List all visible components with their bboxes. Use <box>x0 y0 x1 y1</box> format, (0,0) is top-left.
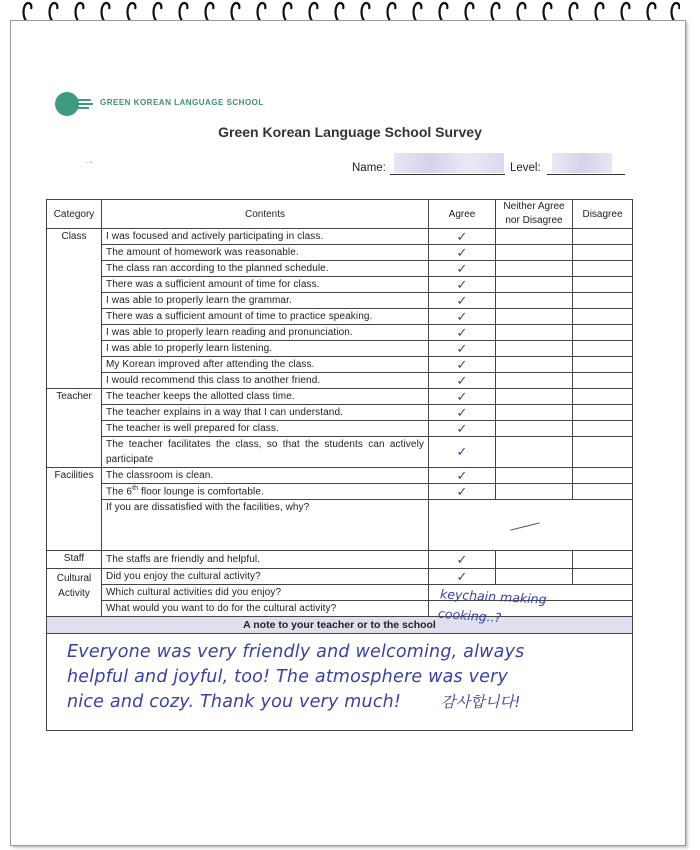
row-text: I was able to properly learn reading and pronunciation. <box>102 325 429 341</box>
disagree-checkbox[interactable] <box>573 341 633 357</box>
row-text: Did you enjoy the cultural activity? <box>102 569 429 585</box>
neither-checkbox[interactable] <box>496 389 573 405</box>
neither-checkbox[interactable] <box>496 437 573 468</box>
header-disagree: Disagree <box>573 200 633 229</box>
disagree-checkbox[interactable] <box>573 437 633 468</box>
table-header-row <box>47 200 633 229</box>
disagree-checkbox[interactable] <box>573 468 633 484</box>
row-text: I was focused and actively participating in class. <box>102 229 429 245</box>
disagree-checkbox[interactable] <box>573 229 633 245</box>
disagree-checkbox[interactable] <box>573 261 633 277</box>
row-text: I was able to properly learn listening. <box>102 341 429 357</box>
table-row <box>47 437 633 468</box>
wanted-activity-answer: cooking..? <box>437 605 502 626</box>
survey-table <box>46 199 633 731</box>
neither-checkbox[interactable] <box>496 341 573 357</box>
note-line-3 <box>67 690 612 715</box>
school-logo-icon <box>55 91 95 117</box>
name-label: Name: <box>352 162 386 174</box>
name-redacted <box>394 153 504 173</box>
agree-checkbox[interactable]: ✓ <box>429 437 496 468</box>
agree-checkbox[interactable]: ✓ <box>429 373 496 389</box>
agree-checkbox[interactable]: ✓ <box>429 468 496 484</box>
row-text: Which cultural activities did you enjoy? <box>102 585 429 601</box>
disagree-checkbox[interactable] <box>573 309 633 325</box>
note-korean: 감사합니다! <box>440 693 521 711</box>
neither-checkbox[interactable] <box>496 261 573 277</box>
table-row <box>47 229 633 245</box>
category-cultural: Cultural Activity <box>47 569 102 617</box>
neither-checkbox[interactable] <box>496 357 573 373</box>
agree-checkbox[interactable]: ✓ <box>429 277 496 293</box>
row-text: The staffs are friendly and helpful. <box>102 551 429 569</box>
note-header-row <box>47 617 633 634</box>
table-row <box>47 405 633 421</box>
neither-checkbox[interactable] <box>496 373 573 389</box>
row-text: I was able to properly learn the grammar. <box>102 293 429 309</box>
agree-checkbox[interactable]: ✓ <box>429 293 496 309</box>
table-row <box>47 500 633 551</box>
neither-checkbox[interactable] <box>496 405 573 421</box>
table-row <box>47 373 633 389</box>
table-row <box>47 468 633 484</box>
table-row <box>47 325 633 341</box>
table-row <box>47 421 633 437</box>
row-text: The classroom is clean. <box>102 468 429 484</box>
table-row <box>47 309 633 325</box>
header-agree: Agree <box>429 200 496 229</box>
neither-checkbox[interactable] <box>496 484 573 500</box>
table-row <box>47 293 633 309</box>
table-row <box>47 245 633 261</box>
agree-checkbox[interactable]: ✓ <box>429 551 496 569</box>
category-staff: Staff <box>47 551 102 569</box>
row-text: The amount of homework was reasonable. <box>102 245 429 261</box>
disagree-checkbox[interactable] <box>573 293 633 309</box>
smudge: ·~ <box>86 158 94 167</box>
row-text: The class ran according to the planned schedule. <box>102 261 429 277</box>
neither-checkbox[interactable] <box>496 245 573 261</box>
agree-checkbox[interactable]: ✓ <box>429 245 496 261</box>
agree-checkbox[interactable]: ✓ <box>429 421 496 437</box>
table-row <box>47 277 633 293</box>
table-row <box>47 357 633 373</box>
category-facilities: Facilities <box>47 468 102 551</box>
agree-checkbox[interactable]: ✓ <box>429 389 496 405</box>
agree-checkbox[interactable]: ✓ <box>429 569 496 585</box>
agree-checkbox[interactable]: ✓ <box>429 325 496 341</box>
school-name: GREEN KOREAN LANGUAGE SCHOOL <box>100 98 264 107</box>
table-row <box>47 261 633 277</box>
row-text: The teacher explains in a way that I can understand. <box>102 405 429 421</box>
header-neither: Neither Agree nor Disagree <box>496 200 573 229</box>
disagree-checkbox[interactable] <box>573 484 633 500</box>
disagree-checkbox[interactable] <box>573 421 633 437</box>
agree-checkbox[interactable]: ✓ <box>429 261 496 277</box>
row-text: The teacher facilitates the class, so that the students can actively participate <box>102 437 429 468</box>
disagree-checkbox[interactable] <box>573 405 633 421</box>
row-text: I would recommend this class to another friend. <box>102 373 429 389</box>
page-title: Green Korean Language School Survey <box>218 124 482 140</box>
agree-checkbox[interactable]: ✓ <box>429 229 496 245</box>
disagree-checkbox[interactable] <box>573 245 633 261</box>
note-line-2: helpful and joyful, too! The atmosphere was very <box>67 667 509 687</box>
neither-checkbox[interactable] <box>496 569 573 585</box>
level-redacted <box>552 153 612 173</box>
neither-checkbox[interactable] <box>496 277 573 293</box>
agree-checkbox[interactable]: ✓ <box>429 405 496 421</box>
disagree-checkbox[interactable] <box>573 373 633 389</box>
disagree-checkbox[interactable] <box>573 325 633 341</box>
row-text: The teacher is well prepared for class. <box>102 421 429 437</box>
table-row <box>47 551 633 569</box>
note-heading: A note to your teacher or to the school <box>47 617 633 634</box>
disagree-checkbox[interactable] <box>573 569 633 585</box>
level-field[interactable] <box>547 174 625 175</box>
agree-checkbox[interactable]: ✓ <box>429 341 496 357</box>
note-field[interactable] <box>47 634 633 731</box>
row-text: There was a sufficient amount of time for class. <box>102 277 429 293</box>
table-row <box>47 484 633 500</box>
enjoyed-activity-answer: keychain making <box>439 586 547 607</box>
note-row <box>47 634 633 731</box>
note-line-1: Everyone was very friendly and welcoming, always <box>67 642 525 662</box>
neither-checkbox[interactable] <box>496 309 573 325</box>
agree-checkbox[interactable]: ✓ <box>429 357 496 373</box>
neither-checkbox[interactable] <box>496 421 573 437</box>
disagree-checkbox[interactable] <box>573 389 633 405</box>
neither-checkbox[interactable] <box>496 229 573 245</box>
agree-checkbox[interactable]: ✓ <box>429 484 496 500</box>
neither-checkbox[interactable] <box>496 551 573 569</box>
disagree-checkbox[interactable] <box>573 357 633 373</box>
neither-checkbox[interactable] <box>496 468 573 484</box>
row-text: The teacher keeps the allotted class time. <box>102 389 429 405</box>
disagree-checkbox[interactable] <box>573 277 633 293</box>
level-label: Level: <box>510 162 541 174</box>
neither-checkbox[interactable] <box>496 325 573 341</box>
table-row <box>47 389 633 405</box>
header-contents: Contents <box>102 200 429 229</box>
agree-checkbox[interactable]: ✓ <box>429 309 496 325</box>
name-field[interactable] <box>390 174 505 175</box>
note-line-3-text: nice and cozy. Thank you very much! <box>67 692 402 712</box>
table-row <box>47 569 633 585</box>
row-text: If you are dissatisfied with the facilities, why? <box>102 500 429 551</box>
header-category: Category <box>47 200 102 229</box>
row-text: What would you want to do for the cultural activity? <box>102 601 429 617</box>
neither-checkbox[interactable] <box>496 293 573 309</box>
row-text: My Korean improved after attending the class. <box>102 357 429 373</box>
row-text: There was a sufficient amount of time to practice speaking. <box>102 309 429 325</box>
category-teacher: Teacher <box>47 389 102 468</box>
row-text: The 6th floor lounge is comfortable. <box>102 484 429 500</box>
disagree-checkbox[interactable] <box>573 551 633 569</box>
table-row <box>47 341 633 357</box>
category-class: Class <box>47 229 102 389</box>
